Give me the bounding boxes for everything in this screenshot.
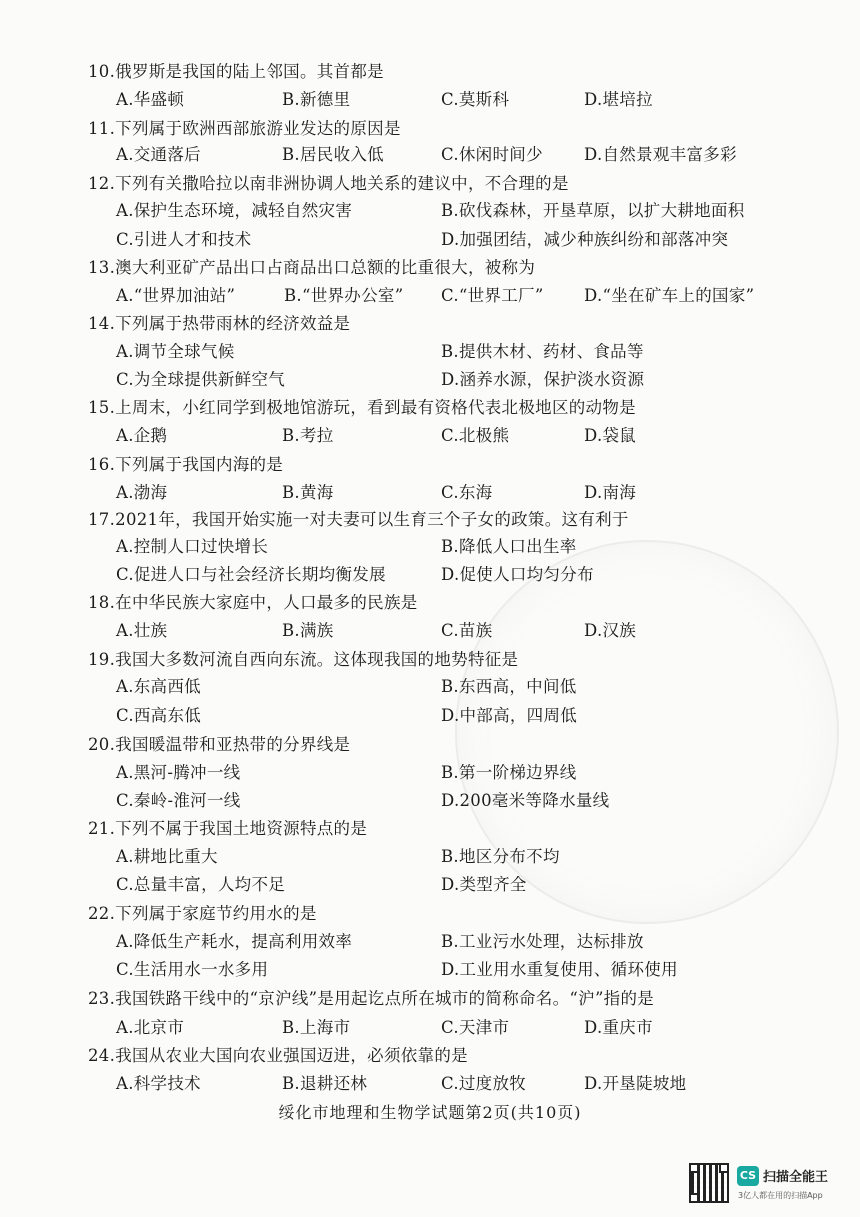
- option: A.保护生态环境，减轻自然灾害: [116, 201, 353, 220]
- option: A.控制人口过快增长: [116, 537, 269, 556]
- qr-code-icon: [689, 1163, 729, 1203]
- option: D.类型齐全: [441, 875, 527, 894]
- option: A.黑河-腾冲一线: [116, 763, 241, 782]
- page-footer: 绥化市地理和生物学试题第2页(共10页): [278, 1103, 582, 1122]
- option: B.东西高，中间低: [441, 677, 577, 696]
- option: D.汉族: [584, 621, 637, 640]
- question-stem: 16.下列属于我国内海的是: [88, 455, 284, 474]
- option: B.工业污水处理，达标排放: [441, 932, 644, 951]
- option: C.“世界工厂”: [441, 286, 544, 305]
- option: D.涵养水源，保护淡水资源: [441, 370, 645, 389]
- option: B.黄海: [282, 483, 334, 502]
- option: D.自然景观丰富多彩: [584, 145, 737, 164]
- question-stem: 21.下列不属于我国土地资源特点的是: [88, 819, 368, 838]
- option: C.过度放牧: [441, 1074, 527, 1093]
- option: B.新德里: [282, 90, 351, 109]
- option: D.南海: [584, 483, 637, 502]
- option: C.天津市: [441, 1018, 510, 1037]
- option: D.200毫米等降水量线: [441, 791, 610, 810]
- option: D.重庆市: [584, 1018, 653, 1037]
- option: A.科学技术: [116, 1074, 201, 1093]
- watermark-title: 扫描全能王: [763, 1170, 829, 1185]
- option: B.第一阶梯边界线: [441, 763, 577, 782]
- option: C.促进人口与社会经济长期均衡发展: [116, 565, 386, 584]
- option: A.调节全球气候: [116, 342, 235, 361]
- option: D.中部高，四周低: [441, 706, 578, 725]
- camscanner-logo-icon: CS: [737, 1166, 759, 1186]
- option: C.东海: [441, 483, 493, 502]
- option: B.“世界办公室”: [284, 286, 404, 305]
- option: A.交通落后: [116, 145, 201, 164]
- question-stem: 10.俄罗斯是我国的陆上邻国。其首都是: [88, 62, 384, 81]
- question-stem: 12.下列有关撒哈拉以南非洲协调人地关系的建议中，不合理的是: [88, 174, 569, 193]
- question-stem: 19.我国大多数河流自西向东流。这体现我国的地势特征是: [88, 650, 519, 669]
- option: B.退耕还林: [282, 1074, 368, 1093]
- option: B.地区分布不均: [441, 847, 560, 866]
- question-stem: 23.我国铁路干线中的“京沪线”是用起讫点所在城市的简称命名。“沪”指的是: [88, 989, 655, 1008]
- option: D.工业用水重复使用、循环使用: [441, 960, 678, 979]
- option: A.耕地比重大: [116, 847, 218, 866]
- question-stem: 11.下列属于欧洲西部旅游业发达的原因是: [88, 119, 401, 138]
- option: B.满族: [282, 621, 334, 640]
- option: D.加强团结，减少种族纠纷和部落冲突: [441, 230, 729, 249]
- option: C.休闲时间少: [441, 145, 543, 164]
- question-stem: 24.我国从农业大国向农业强国迈进，必须依靠的是: [88, 1046, 468, 1065]
- option: D.开垦陡坡地: [584, 1074, 687, 1093]
- option: D.“坐在矿车上的国家”: [584, 286, 755, 305]
- option: A.企鹅: [116, 426, 168, 445]
- question-stem: 20.我国暖温带和亚热带的分界线是: [88, 735, 351, 754]
- option: A.渤海: [116, 483, 168, 502]
- option: C.引进人才和技术: [116, 230, 252, 249]
- option: C.总量丰富，人均不足: [116, 875, 286, 894]
- option: B.提供木材、药材、食品等: [441, 342, 644, 361]
- option: B.居民收入低: [282, 145, 384, 164]
- question-stem: 14.下列属于热带雨林的经济效益是: [88, 314, 351, 333]
- option: C.生活用水一水多用: [116, 960, 269, 979]
- option: C.莫斯科: [441, 90, 510, 109]
- option: A.华盛顿: [116, 90, 185, 109]
- question-stem: 15.上周末，小红同学到极地馆游玩，看到最有资格代表北极地区的动物是: [88, 398, 636, 417]
- option: C.西高东低: [116, 706, 202, 725]
- option: C.苗族: [441, 621, 493, 640]
- option: B.降低人口出生率: [441, 537, 577, 556]
- option: A.壮族: [116, 621, 168, 640]
- option: A.降低生产耗水，提高利用效率: [116, 932, 353, 951]
- option: D.袋鼠: [584, 426, 637, 445]
- option: B.砍伐森林，开垦草原，以扩大耕地面积: [441, 201, 745, 220]
- option: C.秦岭-淮河一线: [116, 791, 241, 810]
- option: A.北京市: [116, 1018, 185, 1037]
- question-stem: 17.2021年，我国开始实施一对夫妻可以生育三个子女的政策。这有利于: [88, 510, 629, 529]
- question-stem: 18.在中华民族大家庭中，人口最多的民族是: [88, 593, 418, 612]
- option: C.北极熊: [441, 426, 510, 445]
- watermark-subtitle: 3亿人都在用的扫描App: [738, 1191, 823, 1200]
- question-stem: 13.澳大利亚矿产品出口占商品出口总额的比重很大，被称为: [88, 258, 536, 277]
- question-stem: 22.下列属于家庭节约用水的是: [88, 904, 317, 923]
- option: B.上海市: [282, 1018, 351, 1037]
- option: C.为全球提供新鲜空气: [116, 370, 286, 389]
- option: B.考拉: [282, 426, 334, 445]
- option: D.促使人口均匀分布: [441, 565, 594, 584]
- option: D.堪培拉: [584, 90, 653, 109]
- option: A.“世界加油站”: [116, 286, 236, 305]
- option: A.东高西低: [116, 677, 201, 696]
